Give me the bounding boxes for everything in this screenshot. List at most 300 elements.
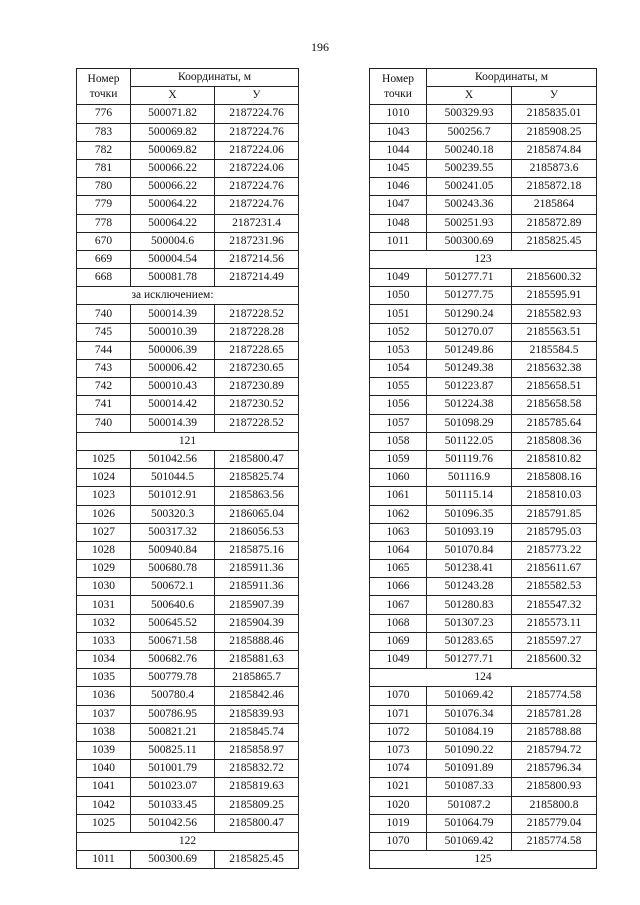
table-row: [370, 323, 597, 341]
x-coordinate-cell: 501090.22: [427, 741, 512, 759]
table-row: [370, 232, 597, 250]
point-number-cell: 742: [77, 378, 131, 396]
y-coordinate-cell: 2187231.96: [215, 232, 299, 250]
table-row: [77, 487, 299, 505]
y-coordinate-cell: 2185582.53: [512, 578, 597, 596]
table-row: [77, 214, 299, 232]
x-coordinate-cell: 501243.28: [427, 578, 512, 596]
y-coordinate-cell: 2185795.03: [512, 523, 597, 541]
point-number-cell: 1042: [77, 796, 131, 814]
x-coordinate-cell: 500010.39: [131, 323, 215, 341]
coordinates-table-left: [76, 68, 299, 869]
table-row: [370, 414, 597, 432]
table-row: [370, 178, 597, 196]
section-row: [77, 287, 299, 305]
y-coordinate-cell: 2185632.38: [512, 360, 597, 378]
table-row: [370, 814, 597, 832]
point-number-cell: 1011: [77, 851, 131, 869]
table-row: [370, 341, 597, 359]
x-coordinate-cell: 500671.58: [131, 632, 215, 650]
point-number-cell: 1064: [370, 541, 427, 559]
table-row: [77, 414, 299, 432]
table-row: [77, 105, 299, 123]
x-coordinate-cell: 501249.38: [427, 360, 512, 378]
point-number-cell: 779: [77, 196, 131, 214]
point-number-cell: 1067: [370, 596, 427, 614]
table-row: [77, 578, 299, 596]
y-column-header: У: [512, 87, 597, 105]
y-coordinate-cell: 2185800.8: [512, 796, 597, 814]
point-number-cell: 668: [77, 269, 131, 287]
table-row: [77, 196, 299, 214]
x-coordinate-cell: 500081.78: [131, 269, 215, 287]
y-coordinate-cell: 2185794.72: [512, 741, 597, 759]
x-coordinate-cell: 501096.35: [427, 505, 512, 523]
table-row: [370, 159, 597, 177]
table-row: [77, 651, 299, 669]
point-number-cell: 1049: [370, 651, 427, 669]
table-row: [370, 741, 597, 759]
page-number: 196: [311, 40, 329, 54]
point-number-cell: 1025: [77, 450, 131, 468]
y-coordinate-cell: 2187228.65: [215, 341, 299, 359]
point-number-cell: 1068: [370, 614, 427, 632]
y-coordinate-cell: 2185547.32: [512, 596, 597, 614]
y-coordinate-cell: 2187224.06: [215, 159, 299, 177]
y-coordinate-cell: 2187230.89: [215, 378, 299, 396]
table-row: [77, 341, 299, 359]
x-coordinate-cell: 501119.76: [427, 450, 512, 468]
point-number-cell: 744: [77, 341, 131, 359]
table-row: [77, 123, 299, 141]
table-body: [370, 105, 597, 869]
point-number-cell: 745: [77, 323, 131, 341]
y-coordinate-cell: 2185908.25: [512, 123, 597, 141]
x-coordinate-cell: 500066.22: [131, 178, 215, 196]
y-coordinate-cell: 2187224.06: [215, 141, 299, 159]
x-coordinate-cell: 500251.93: [427, 214, 512, 232]
table-row: [370, 560, 597, 578]
y-coordinate-cell: 2187214.56: [215, 250, 299, 268]
table-row: [77, 723, 299, 741]
point-number-cell: 1021: [370, 778, 427, 796]
y-coordinate-cell: 2185582.93: [512, 305, 597, 323]
table-row: [77, 305, 299, 323]
table-header: [370, 69, 597, 105]
x-coordinate-cell: 501249.86: [427, 341, 512, 359]
point-number-cell: 1072: [370, 723, 427, 741]
table-row: [370, 378, 597, 396]
point-number-cell: 1055: [370, 378, 427, 396]
x-coordinate-cell: 500329.93: [427, 105, 512, 123]
y-coordinate-cell: 2187228.28: [215, 323, 299, 341]
x-coordinate-cell: 500069.82: [131, 141, 215, 159]
table-row: [77, 669, 299, 687]
y-coordinate-cell: 2187224.76: [215, 196, 299, 214]
section-label: 122: [77, 832, 299, 850]
point-number-cell: 1053: [370, 341, 427, 359]
x-coordinate-cell: 500680.78: [131, 560, 215, 578]
x-coordinate-cell: 501238.41: [427, 560, 512, 578]
table-row: [370, 523, 597, 541]
y-coordinate-cell: 2185825.45: [512, 232, 597, 250]
y-coordinate-cell: 2185600.32: [512, 651, 597, 669]
x-coordinate-cell: 501087.33: [427, 778, 512, 796]
point-number-cell: 740: [77, 305, 131, 323]
section-row: [77, 832, 299, 850]
y-coordinate-cell: 2187224.76: [215, 123, 299, 141]
table-row: [77, 687, 299, 705]
x-coordinate-cell: 501064.79: [427, 814, 512, 832]
y-coordinate-cell: 2185658.58: [512, 396, 597, 414]
table-row: [370, 305, 597, 323]
x-coordinate-cell: 500672.1: [131, 578, 215, 596]
y-coordinate-cell: 2185808.36: [512, 432, 597, 450]
table-row: [370, 541, 597, 559]
point-number-cell: 1037: [77, 705, 131, 723]
table-row: [77, 469, 299, 487]
section-row: [370, 250, 597, 268]
y-coordinate-cell: 2185595.91: [512, 287, 597, 305]
y-coordinate-cell: 2185785.64: [512, 414, 597, 432]
x-coordinate-cell: 500014.42: [131, 396, 215, 414]
section-label: 125: [370, 851, 597, 869]
table-row: [370, 614, 597, 632]
point-number-cell: 1066: [370, 578, 427, 596]
y-coordinate-cell: 2185563.51: [512, 323, 597, 341]
x-coordinate-cell: 500004.54: [131, 250, 215, 268]
y-coordinate-cell: 2185800.93: [512, 778, 597, 796]
point-number-cell: 741: [77, 396, 131, 414]
x-coordinate-cell: 501042.56: [131, 450, 215, 468]
point-number-cell: 1010: [370, 105, 427, 123]
point-number-cell: 776: [77, 105, 131, 123]
x-coordinate-cell: 501091.89: [427, 760, 512, 778]
y-coordinate-cell: 2185597.27: [512, 632, 597, 650]
y-coordinate-cell: 2185907.39: [215, 596, 299, 614]
point-number-cell: 1028: [77, 541, 131, 559]
y-coordinate-cell: 2185810.03: [512, 487, 597, 505]
table-row: [77, 596, 299, 614]
table-row: [77, 705, 299, 723]
point-number-cell: 780: [77, 178, 131, 196]
y-coordinate-cell: 2185800.47: [215, 450, 299, 468]
y-coordinate-cell: 2185796.34: [512, 760, 597, 778]
y-coordinate-cell: 2185773.22: [512, 541, 597, 559]
x-coordinate-cell: 501033.45: [131, 796, 215, 814]
x-coordinate-cell: 501093.19: [427, 523, 512, 541]
y-coordinate-cell: 2187214.49: [215, 269, 299, 287]
table-row: [370, 651, 597, 669]
x-column-header: X: [131, 87, 215, 105]
x-coordinate-cell: 501277.71: [427, 269, 512, 287]
y-coordinate-cell: 2185864: [512, 196, 597, 214]
y-coordinate-cell: 2187230.65: [215, 360, 299, 378]
y-coordinate-cell: 2187230.52: [215, 396, 299, 414]
y-coordinate-cell: 2185658.51: [512, 378, 597, 396]
x-coordinate-cell: 501001.79: [131, 760, 215, 778]
table-row: [370, 760, 597, 778]
section-label: 124: [370, 669, 597, 687]
x-coordinate-cell: 500071.82: [131, 105, 215, 123]
table-row: [370, 396, 597, 414]
point-number-cell: 1049: [370, 269, 427, 287]
point-number-cell: 781: [77, 159, 131, 177]
table-row: [77, 541, 299, 559]
point-number-cell: 669: [77, 250, 131, 268]
x-coordinate-cell: 500243.36: [427, 196, 512, 214]
y-coordinate-cell: 2187228.52: [215, 414, 299, 432]
x-coordinate-cell: 500940.84: [131, 541, 215, 559]
table-row: [77, 250, 299, 268]
y-coordinate-cell: 2187224.76: [215, 178, 299, 196]
table-row: [77, 159, 299, 177]
x-coordinate-cell: 500014.39: [131, 305, 215, 323]
point-number-cell: 1019: [370, 814, 427, 832]
y-coordinate-cell: 2187228.52: [215, 305, 299, 323]
y-coordinate-cell: 2185842.46: [215, 687, 299, 705]
y-coordinate-cell: 2187224.76: [215, 105, 299, 123]
y-coordinate-cell: 2185779.04: [512, 814, 597, 832]
point-number-cell: 1061: [370, 487, 427, 505]
x-coordinate-cell: 500821.21: [131, 723, 215, 741]
x-coordinate-cell: 501023.07: [131, 778, 215, 796]
point-number-cell: 1060: [370, 469, 427, 487]
y-coordinate-cell: 2185881.63: [215, 651, 299, 669]
y-coordinate-cell: 2185791.85: [512, 505, 597, 523]
x-coordinate-cell: 501223.87: [427, 378, 512, 396]
point-number-cell: 1062: [370, 505, 427, 523]
point-number-cell: 1011: [370, 232, 427, 250]
table-row: [77, 796, 299, 814]
point-number-cell: 1039: [77, 741, 131, 759]
point-number-cell: 1041: [77, 778, 131, 796]
point-number-cell: 1043: [370, 123, 427, 141]
point-number-header: [77, 69, 131, 105]
point-number-cell: 1063: [370, 523, 427, 541]
point-number-header-line1: Номер: [382, 72, 414, 85]
x-coordinate-cell: 500682.76: [131, 651, 215, 669]
x-coordinate-cell: 500064.22: [131, 214, 215, 232]
table-row: [77, 141, 299, 159]
point-number-cell: 740: [77, 414, 131, 432]
y-coordinate-cell: 2185825.45: [215, 851, 299, 869]
point-number-cell: 783: [77, 123, 131, 141]
y-coordinate-cell: 2185872.18: [512, 178, 597, 196]
x-coordinate-cell: 500006.42: [131, 360, 215, 378]
table-row: [370, 632, 597, 650]
table-row: [77, 378, 299, 396]
point-number-cell: 1065: [370, 560, 427, 578]
point-number-cell: 1070: [370, 687, 427, 705]
y-coordinate-cell: 2185865.7: [215, 669, 299, 687]
table-row: [370, 269, 597, 287]
x-coordinate-cell: 500010.43: [131, 378, 215, 396]
y-coordinate-cell: 2185611.67: [512, 560, 597, 578]
table-row: [370, 705, 597, 723]
y-column-header: У: [215, 87, 299, 105]
point-number-cell: 1050: [370, 287, 427, 305]
table-row: [77, 505, 299, 523]
x-coordinate-cell: 500006.39: [131, 341, 215, 359]
y-coordinate-cell: 2185825.74: [215, 469, 299, 487]
point-number-cell: 1046: [370, 178, 427, 196]
point-number-cell: 1045: [370, 159, 427, 177]
x-coordinate-cell: 501280.83: [427, 596, 512, 614]
point-number-header-line2: точки: [384, 87, 412, 100]
point-number-cell: 1071: [370, 705, 427, 723]
x-coordinate-cell: 500241.05: [427, 178, 512, 196]
point-number-cell: 778: [77, 214, 131, 232]
y-coordinate-cell: 2185911.36: [215, 560, 299, 578]
x-coordinate-cell: 501069.42: [427, 687, 512, 705]
section-row: [370, 851, 597, 869]
y-coordinate-cell: 2185888.46: [215, 632, 299, 650]
point-number-cell: 1040: [77, 760, 131, 778]
table-row: [77, 178, 299, 196]
table-row: [370, 723, 597, 741]
table-row: [370, 123, 597, 141]
x-coordinate-cell: 501290.24: [427, 305, 512, 323]
point-number-cell: 1056: [370, 396, 427, 414]
table-row: [77, 760, 299, 778]
x-coordinate-cell: 500239.55: [427, 159, 512, 177]
point-number-cell: 1047: [370, 196, 427, 214]
x-coordinate-cell: 500066.22: [131, 159, 215, 177]
y-coordinate-cell: 2185809.25: [215, 796, 299, 814]
table-row: [370, 105, 597, 123]
point-number-cell: 1034: [77, 651, 131, 669]
y-coordinate-cell: 2185858.97: [215, 741, 299, 759]
table-row: [77, 396, 299, 414]
table-row: [77, 323, 299, 341]
table-row: [370, 578, 597, 596]
point-number-cell: 1074: [370, 760, 427, 778]
table-row: [370, 360, 597, 378]
table-row: [370, 505, 597, 523]
table-row: [77, 360, 299, 378]
point-number-cell: 1032: [77, 614, 131, 632]
x-coordinate-cell: 501098.29: [427, 414, 512, 432]
table-row: [370, 487, 597, 505]
x-coordinate-cell: 501042.56: [131, 814, 215, 832]
table-row: [77, 632, 299, 650]
section-label: 123: [370, 250, 597, 268]
point-number-cell: 1048: [370, 214, 427, 232]
x-coordinate-cell: 500069.82: [131, 123, 215, 141]
y-coordinate-cell: 2185874.84: [512, 141, 597, 159]
x-coordinate-cell: 501070.84: [427, 541, 512, 559]
point-number-cell: 1035: [77, 669, 131, 687]
table-row: [370, 469, 597, 487]
y-coordinate-cell: 2185873.6: [512, 159, 597, 177]
x-coordinate-cell: 500240.18: [427, 141, 512, 159]
x-coordinate-cell: 501076.34: [427, 705, 512, 723]
y-coordinate-cell: 2185832.72: [215, 760, 299, 778]
y-coordinate-cell: 2186065.04: [215, 505, 299, 523]
table-row: [77, 851, 299, 869]
x-coordinate-cell: 500786.95: [131, 705, 215, 723]
x-coordinate-cell: 500825.11: [131, 741, 215, 759]
section-label: за исключением:: [77, 287, 299, 305]
x-coordinate-cell: 501116.9: [427, 469, 512, 487]
point-number-cell: 1033: [77, 632, 131, 650]
table-row: [77, 741, 299, 759]
table-row: [370, 778, 597, 796]
point-number-cell: 1073: [370, 741, 427, 759]
x-coordinate-cell: 500779.78: [131, 669, 215, 687]
point-number-cell: 1054: [370, 360, 427, 378]
section-row: [370, 669, 597, 687]
table-row: [77, 232, 299, 250]
y-coordinate-cell: 2185800.47: [215, 814, 299, 832]
table-row: [370, 450, 597, 468]
table-row: [370, 687, 597, 705]
x-coordinate-cell: 500320.3: [131, 505, 215, 523]
point-number-cell: 1026: [77, 505, 131, 523]
point-number-cell: 782: [77, 141, 131, 159]
x-coordinate-cell: 501307.23: [427, 614, 512, 632]
y-coordinate-cell: 2185774.58: [512, 832, 597, 850]
point-number-cell: 1038: [77, 723, 131, 741]
point-number-cell: 1029: [77, 560, 131, 578]
x-coordinate-cell: 500645.52: [131, 614, 215, 632]
table-row: [370, 287, 597, 305]
table-row: [77, 778, 299, 796]
table-row: [77, 814, 299, 832]
table-row: [77, 523, 299, 541]
table-row: [370, 141, 597, 159]
y-coordinate-cell: 2185808.16: [512, 469, 597, 487]
table-row: [77, 450, 299, 468]
coordinates-header: Координаты, м: [131, 69, 299, 87]
y-coordinate-cell: 2185875.16: [215, 541, 299, 559]
x-coordinate-cell: 500300.69: [427, 232, 512, 250]
point-number-cell: 1036: [77, 687, 131, 705]
point-number-cell: 1058: [370, 432, 427, 450]
y-coordinate-cell: 2185774.58: [512, 687, 597, 705]
x-coordinate-cell: 501012.91: [131, 487, 215, 505]
point-number-cell: 1070: [370, 832, 427, 850]
section-label: 121: [77, 432, 299, 450]
table-header: [77, 69, 299, 105]
y-coordinate-cell: 2185600.32: [512, 269, 597, 287]
point-number-cell: 1031: [77, 596, 131, 614]
y-coordinate-cell: 2185584.5: [512, 341, 597, 359]
y-coordinate-cell: 2185845.74: [215, 723, 299, 741]
point-number-cell: 1025: [77, 814, 131, 832]
coordinates-header: Координаты, м: [427, 69, 597, 87]
table-row: [77, 614, 299, 632]
x-coordinate-cell: 501270.07: [427, 323, 512, 341]
y-coordinate-cell: 2185788.88: [512, 723, 597, 741]
point-number-cell: 1044: [370, 141, 427, 159]
point-number-header: [370, 69, 427, 105]
x-coordinate-cell: 500780.4: [131, 687, 215, 705]
x-coordinate-cell: 501122.05: [427, 432, 512, 450]
y-coordinate-cell: 2185819.63: [215, 778, 299, 796]
y-coordinate-cell: 2186056.53: [215, 523, 299, 541]
point-number-header-line2: точки: [89, 87, 118, 100]
point-number-cell: 1052: [370, 323, 427, 341]
table-row: [77, 560, 299, 578]
x-coordinate-cell: 501069.42: [427, 832, 512, 850]
table-row: [370, 432, 597, 450]
point-number-cell: 1057: [370, 414, 427, 432]
point-number-cell: 1020: [370, 796, 427, 814]
y-coordinate-cell: 2185573.11: [512, 614, 597, 632]
x-coordinate-cell: 500256.7: [427, 123, 512, 141]
